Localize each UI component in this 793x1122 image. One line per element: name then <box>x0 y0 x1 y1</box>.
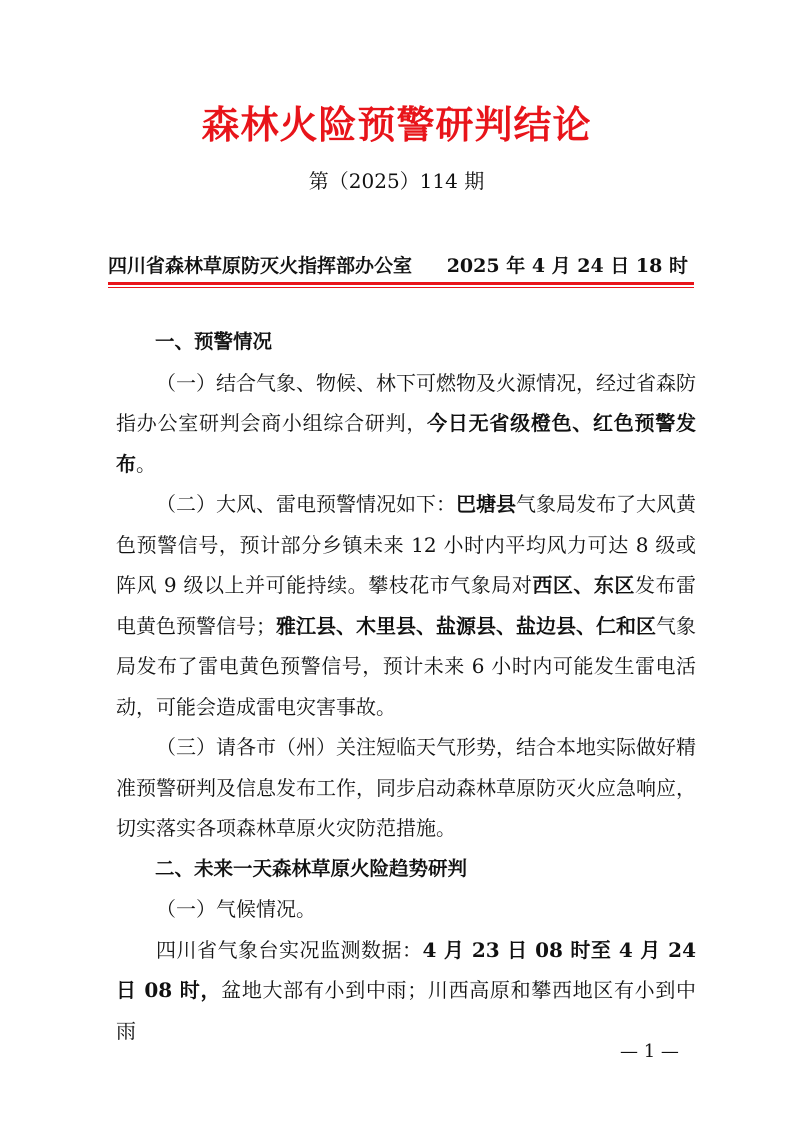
issue-datetime: 2025 年 4 月 24 日 18 时 <box>446 255 688 277</box>
section2-para1 <box>116 930 696 1052</box>
section2-subheading: （一）气候情况。 <box>156 897 316 921</box>
para-bold-text: 巴塘县 <box>456 492 516 516</box>
section1-para1 <box>116 363 696 485</box>
para-text: 盆地大部有小到中雨；川西高原和攀西地区有小到中雨 <box>116 978 696 1043</box>
para-text: 气象局发布了雷电黄色预警信号，预计未来 6 小时内可能发生雷电活动，可能会造成雷电灾害事故。 <box>116 613 696 719</box>
issuer-line <box>108 251 688 281</box>
red-rule-thick <box>108 282 694 285</box>
section1-para2 <box>116 484 696 727</box>
section1-para3: （三）请各市（州）关注短临天气形势，结合本地实际做好精准预警研判及信息发布工作，同步启动森林草原防灭火应急响应，切实落实各项森林草原火灾防范措施。 <box>116 735 696 840</box>
page-number: — 1 — <box>620 1041 679 1062</box>
para-bold-text: 西区、东区 <box>532 573 635 597</box>
para-text: 。 <box>136 451 156 476</box>
para-bold-text: 今日无省级橙色、红色预警发布 <box>116 411 697 476</box>
issuer-org: 四川省森林草原防灭火指挥部办公室 <box>108 255 413 277</box>
para-text: 发布雷电黄色预警信号； <box>116 573 697 638</box>
section2-heading: 二、未来一天森林草原火险趋势研判 <box>155 856 468 880</box>
document-title: 森林火险预警研判结论 <box>201 102 592 147</box>
red-rule-thin <box>108 287 694 288</box>
issue-number: 第（2025）114 期 <box>308 169 485 193</box>
para-text: （一）结合气象、物候、林下可燃物及火源情况，经过省森防指办公室研判会商小组综合研判， <box>116 370 696 435</box>
para-text: （二）大风、雷电预警情况如下： <box>156 492 456 516</box>
para-bold-text: 4 月 23 日 08 时至 4 月 24 日 08 时， <box>116 937 696 1002</box>
para-text: 四川省气象台实况监测数据： <box>156 937 423 962</box>
para-text: 气象局发布了大风黄色预警信号，预计部分乡镇未来 12 小时内平均风力可达 8 级或阵风 9 级以上并可能持续。攀枝花市气象局对 <box>116 492 696 597</box>
para-bold-text: 雅江县、木里县、盐源县、盐边县、仁和区 <box>276 613 656 638</box>
section1-heading: 一、预警情况 <box>155 330 273 353</box>
document-body <box>116 322 696 1051</box>
